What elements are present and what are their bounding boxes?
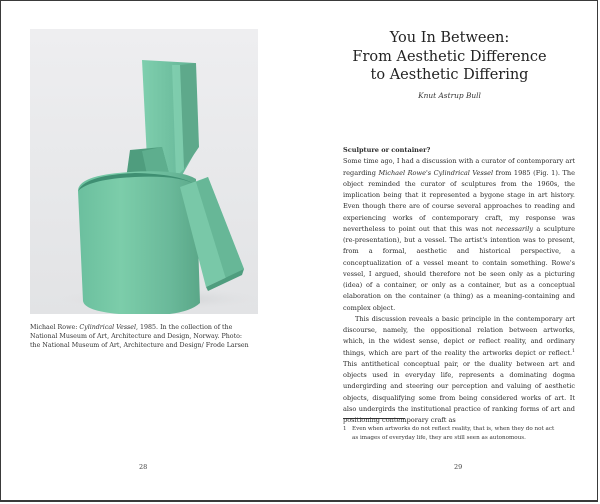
section-heading: Sculpture or container? <box>343 146 431 154</box>
left-page <box>1 1 300 500</box>
footnote <box>343 425 558 443</box>
paragraph-2-text-b: This antithetical conceptual pair, or the duality between art and objects used in everyday life, represents a dominating dogma undergirding and steering our perception and valuing of aesthetic objects, disqualifying some from being considered works of art. It also undergirds the institutional practice of ranking forms of art and positioning contemporary craft as <box>343 359 575 424</box>
paragraph-1 <box>343 156 575 314</box>
caption-work-title: Cylindrical Vessel <box>79 324 137 331</box>
title-line-2: From Aesthetic Difference <box>352 48 547 65</box>
right-page <box>300 1 599 500</box>
caption-artist: Michael Rowe: <box>30 324 80 331</box>
paragraph-2 <box>343 314 575 427</box>
chapter-title <box>300 29 599 85</box>
title-line-1: You In Between: <box>389 30 510 46</box>
page-number-right: 29 <box>454 463 463 471</box>
paragraph-1-text-a: Some time ago, I had a discussion with a curator of contemporary art regarding <box>343 157 575 177</box>
body-text <box>343 145 575 426</box>
cylindrical-vessel-image <box>30 29 258 314</box>
sculpture-photo <box>30 29 258 314</box>
title-line-3: to Aesthetic Differing <box>370 67 529 84</box>
paragraph-1-text-c: from 1985 (Fig. 1). The object reminded the curator of sculptures from the 1960s, the implication being that it represented a bygone stage in art history. Even though there are of course several approaches to reading and experiencing works of contemporary craft, my response was nevertheless to point out that this was not <box>343 168 575 233</box>
author-name: Knut Astrup Bull <box>418 91 481 100</box>
footnote-divider <box>343 418 405 419</box>
footnote-text: Even when artworks do not reflect reality, that is, when they do not act as images of everyday life, they are still seen as autonomous. <box>352 426 555 441</box>
footnote-reference[interactable]: 1 <box>572 348 575 354</box>
paragraph-1-text-e: a sculpture (re-presentation), but a vessel. The artist's intention was to present, from a formal, aesthetic and historical perspective, a conceptualization of a vessel meant to contain something. Rowe's vessel, I argued, should therefore not be seen only as a picturing (idea) of a container, or only as a container, but as a conceptual elaboration on the container (a thing) as a meaning-containing and complex object. <box>343 224 576 312</box>
paragraph-2-text-a: This discussion reveals a basic principle in the contemporary art discourse, namely, the oppositional relation between artworks, which, in the widest sense, depict or reflect reality, and ordinary things, which are part of the reality the artworks depict or reflect. <box>343 314 575 357</box>
figure-caption <box>30 323 252 351</box>
footnote-number: 1 <box>343 426 347 432</box>
page-number-left: 28 <box>139 463 148 471</box>
paragraph-1-italic-emphasis: necessarily <box>495 224 534 233</box>
paragraph-1-italic-work: Michael Rowe's Cylindrical Vessel <box>378 168 494 177</box>
caption-details: , 1985. In the collection of the National Museum of Art, Architecture and Design, Norway. Photo: the National Museum of Art, Architecture and Design/ Frode Larsen <box>30 324 249 350</box>
